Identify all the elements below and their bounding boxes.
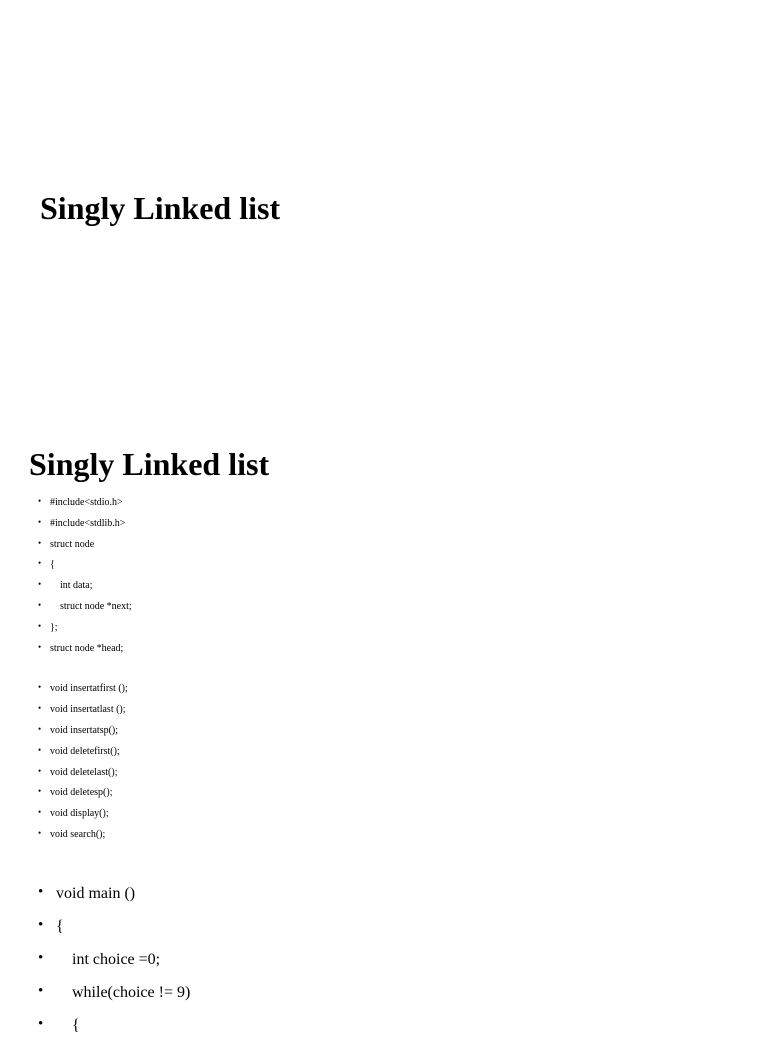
code-line: • void insertatfirst (); xyxy=(38,682,128,695)
bullet-icon: • xyxy=(38,1016,44,1032)
bullet-icon: • xyxy=(38,682,42,693)
slide-title: Singly Linked list xyxy=(29,446,270,482)
bullet-icon: • xyxy=(38,558,42,569)
bullet-icon: • xyxy=(38,537,42,548)
bullet-icon: • xyxy=(38,807,42,818)
bullet-icon: • xyxy=(38,579,42,590)
code-line: • struct node *next; xyxy=(38,599,132,612)
code-line: • }; xyxy=(38,620,58,633)
code-line: • int choice =0; xyxy=(38,947,190,980)
code-line: • while(choice != 9) xyxy=(38,980,190,1013)
code-line: • void insertatlast (); xyxy=(38,703,126,716)
code-line: • #include<stdio.h> xyxy=(38,496,123,508)
bullet-icon: • xyxy=(38,744,42,755)
code-line: • void deletefirst(); xyxy=(38,744,120,757)
code-list xyxy=(38,881,190,1046)
code-line: • { xyxy=(38,1013,190,1046)
bullet-icon: • xyxy=(38,496,42,506)
code-line: • void main () xyxy=(38,881,190,914)
bullet-icon: • xyxy=(38,516,42,527)
code-line: • void display(); xyxy=(38,807,109,820)
code-line: • void insertatsp(); xyxy=(38,723,119,736)
code-line: • int data; xyxy=(38,579,93,592)
slide-title: Singly Linked list xyxy=(40,190,281,226)
bullet-icon: • xyxy=(38,765,42,776)
code-line: • { xyxy=(38,558,55,571)
bullet-icon: • xyxy=(38,884,44,900)
bullet-icon: • xyxy=(38,641,42,652)
code-line: • void deletesp(); xyxy=(38,786,113,799)
code-line: • struct node *head; xyxy=(38,641,124,654)
bullet-icon: • xyxy=(38,786,42,797)
bullet-icon: • xyxy=(38,950,44,966)
bullet-icon: • xyxy=(38,827,42,838)
bullet-icon: • xyxy=(38,620,42,631)
code-line: • struct node xyxy=(38,537,95,550)
code-list xyxy=(38,495,132,848)
bullet-icon: • xyxy=(38,599,42,610)
bullet-icon: • xyxy=(38,703,42,714)
code-line: • #include<stdlib.h> xyxy=(38,516,126,529)
code-line: • { xyxy=(38,914,190,947)
code-line: • void search(); xyxy=(38,827,106,840)
bullet-icon: • xyxy=(38,983,44,999)
bullet-icon: • xyxy=(38,917,44,933)
code-line: • void deletelast(); xyxy=(38,765,118,778)
bullet-icon: • xyxy=(38,723,42,734)
